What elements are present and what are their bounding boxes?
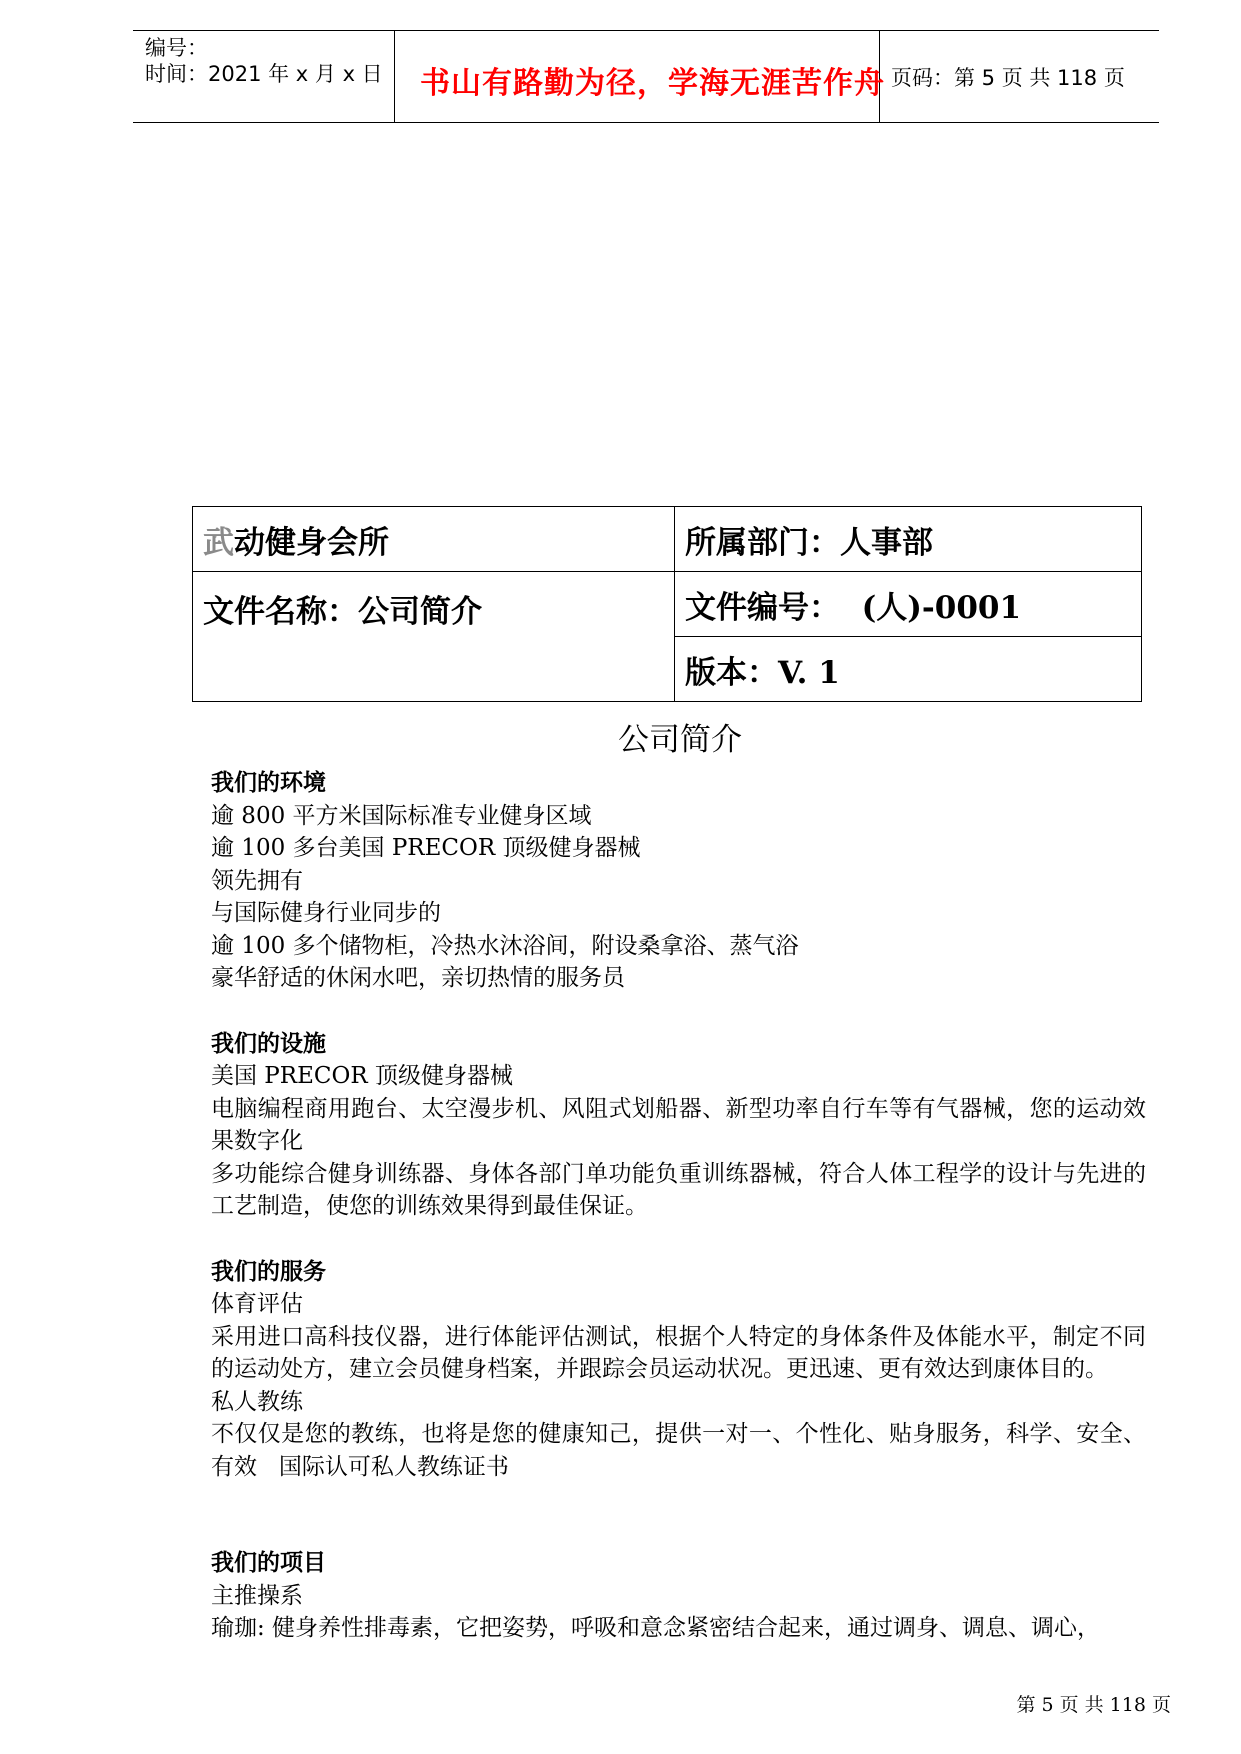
facilities-line: 美国 PRECOR 顶级健身器械 (211, 1063, 513, 1089)
department-cell: 所属部门：人事部 (675, 507, 1142, 572)
spacer (211, 995, 1146, 1028)
version-cell: 版本：V. 1 (675, 637, 1142, 702)
section-heading-environment: 我们的环境 (211, 770, 326, 796)
file-number-cell: 文件编号： (人)-0001 (675, 572, 1142, 637)
organization-cell (193, 507, 675, 572)
environment-line: 与国际健身行业同步的 (211, 900, 441, 926)
services-line: 采用进口高科技仪器，进行体能评估测试，根据个人特定的身体条件及体能水平，制定不同的运动处方，建立会员健身档案，并跟踪会员运动状况。更迅速、更有效达到康体目的。 (211, 1323, 1146, 1382)
spacer (211, 1483, 1146, 1547)
environment-line: 逾 800 平方米国际标准专业健身区域 (211, 802, 592, 829)
organization-prefix: 武 (203, 524, 234, 561)
header-bottom-rule (133, 122, 1159, 123)
header-page-info: 页码：第 5 页 共 118 页 (891, 66, 1125, 90)
section-heading-facilities: 我们的设施 (211, 1030, 326, 1057)
environment-line: 领先拥有 (211, 867, 303, 894)
organization-name: 动健身会所 (234, 524, 389, 561)
environment-line: 逾 100 多台美国 PRECOR 顶级健身器械 (211, 835, 641, 861)
section-heading-programs: 我们的项目 (211, 1550, 326, 1576)
spacer (211, 1223, 1146, 1256)
services-line: 体育评估 (211, 1291, 303, 1317)
file-name-cell: 文件名称：公司简介 (193, 572, 675, 702)
document-title: 公司简介 (618, 722, 742, 758)
document-info-table (192, 506, 1142, 702)
services-line: 私人教练 (211, 1388, 303, 1415)
facilities-line: 多功能综合健身训练器、身体各部门单功能负重训练器械，符合人体工程学的设计与先进的工艺制造，使您的训练效果得到最佳保证。 (211, 1160, 1146, 1219)
programs-line: 主推操系 (211, 1582, 303, 1609)
header-serial: 编号： (145, 36, 208, 60)
environment-line: 豪华舒适的休闲水吧，亲切热情的服务员 (211, 965, 625, 991)
programs-line: 瑜珈: 健身养性排毒素，它把姿势，呼吸和意念紧密结合起来，通过调身、调息、调心， (211, 1615, 1101, 1641)
section-heading-services: 我们的服务 (211, 1258, 326, 1285)
header-top-rule (133, 30, 1159, 31)
page-footer: 第 5 页 共 118 页 (1016, 1694, 1171, 1716)
environment-line: 逾 100 多个储物柜，冷热水沐浴间，附设桑拿浴、蒸气浴 (211, 932, 799, 959)
header-motto: 书山有路勤为径，学海无涯苦作舟 (420, 66, 885, 101)
services-line: 不仅仅是您的教练，也将是您的健康知己，提供一对一、个性化、贴身服务，科学、安全、有效 国际认可私人教练证书 (211, 1421, 1146, 1480)
header-divider-left (394, 30, 395, 123)
header-date: 时间：2021 年 x 月 x 日 (145, 62, 383, 86)
facilities-line: 电脑编程商用跑台、太空漫步机、风阻式划船器、新型功率自行车等有气器械，您的运动效果数字化 (211, 1095, 1146, 1154)
document-body (211, 767, 1146, 1645)
